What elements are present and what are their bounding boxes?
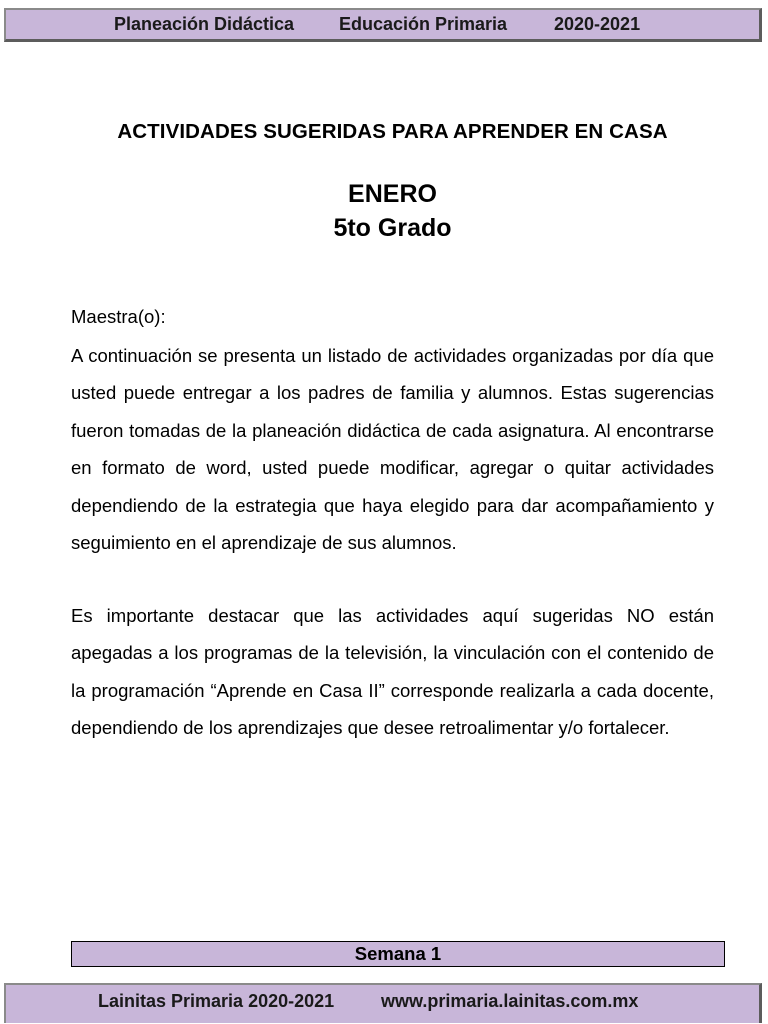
- salutation: Maestra(o):: [71, 306, 166, 327]
- document-title: ACTIVIDADES SUGERIDAS PARA APRENDER EN CASA: [117, 120, 668, 143]
- grade-heading: 5to Grado: [333, 214, 452, 242]
- footer-website: www.primaria.lainitas.com.mx: [381, 991, 639, 1011]
- header-document-type: Planeación Didáctica: [114, 14, 295, 34]
- header-school-year: 2020-2021: [554, 14, 641, 34]
- month-heading: ENERO: [348, 180, 437, 208]
- notice-paragraph: Es importante destacar que las actividades aquí sugeridas NO están apegadas a los programas de la televisión, la vinculación con el contenido de la programación “Aprende en Casa II” corresponde realizarla a cada docente, dependiendo de los aprendizajes que desee retroalimentar y/o fortalecer.: [71, 605, 714, 739]
- intro-paragraph: A continuación se presenta un listado de actividades organizadas por día que usted puede entregar a los padres de familia y alumnos. Estas sugerencias fueron tomadas de la planeación didáctica de cada asignatura. Al encontrarse en formato de word, usted puede modificar, agregar o quitar actividades dependiendo de la estrategia que haya elegido para dar acompañamiento y seguimiento en el aprendizaje de sus alumnos.: [71, 345, 714, 554]
- page-footer: [4, 983, 762, 1023]
- page-header: [4, 8, 762, 42]
- week-label: Semana 1: [71, 941, 725, 967]
- header-level: Educación Primaria: [339, 14, 508, 34]
- footer-publisher: Lainitas Primaria 2020-2021: [98, 991, 335, 1011]
